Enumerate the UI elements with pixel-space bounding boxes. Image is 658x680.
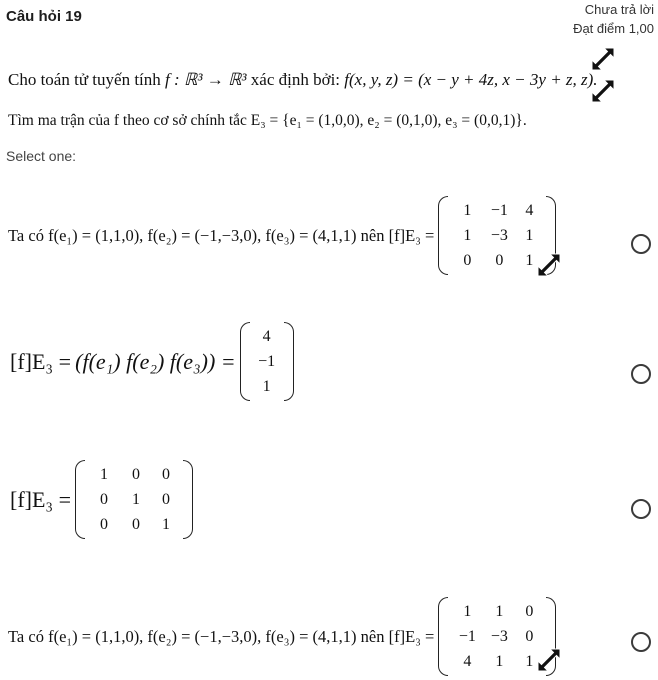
option-4[interactable] [8, 597, 556, 676]
option-3-radio[interactable] [631, 499, 651, 519]
resize-diagonal-cursor-icon [590, 46, 616, 72]
matrix-grid [250, 322, 284, 401]
matrix-cell: 1 [262, 377, 271, 395]
matrix-cell: 1 [495, 652, 504, 670]
question-status [573, 0, 654, 38]
matrix-cell: 0 [525, 602, 534, 620]
matrix-cell: 1 [525, 226, 534, 244]
matrix-cell: 1 [162, 515, 170, 533]
matrix-cell: 0 [132, 515, 140, 533]
question-statement [8, 70, 598, 90]
matrix-cell: 4 [463, 652, 472, 670]
option-1-prefix: Ta có [8, 225, 44, 245]
matrix-cell: 0 [525, 627, 534, 645]
matrix-cell: 0 [495, 251, 504, 269]
option-1-conclusion: nên [f]E₃ = [360, 225, 435, 245]
matrix-grid [85, 460, 183, 539]
matrix-cell: 0 [162, 490, 170, 508]
statement-defined-by: xác định bởi: [250, 70, 341, 89]
select-one-label: Select one: [6, 148, 77, 164]
option-2-lhs: [f]E₃ = [10, 348, 71, 374]
question-title: Câu hỏi 19 [6, 8, 82, 25]
resize-diagonal-cursor-icon [536, 252, 562, 278]
matrix-cell: 1 [525, 251, 534, 269]
matrix-cell: 4 [262, 327, 271, 345]
matrix-cell: 1 [463, 201, 472, 219]
matrix-cell: −1 [258, 352, 276, 370]
score-label: Đạt điểm 1,00 [573, 21, 654, 36]
option-4-conclusion: nên [f]E₃ = [360, 626, 435, 646]
matrix-cell: 0 [162, 465, 170, 483]
option-1-images: f(e₁) = (1,1,0), f(e₂) = (−1,−3,0), f(e₃) = (4,1,1) [48, 225, 357, 245]
matrix-cell: −3 [490, 627, 508, 645]
matrix-grid [448, 597, 546, 676]
option-1-radio[interactable] [631, 234, 651, 254]
option-2-expr: (f(e₁) f(e₂) f(e₃)) = [75, 348, 236, 374]
option-2-radio[interactable] [631, 364, 651, 384]
matrix-cell: 0 [463, 251, 472, 269]
option-1[interactable] [8, 196, 556, 275]
statement-lead: Cho toán tử tuyến tính [8, 70, 161, 89]
matrix-grid [448, 196, 546, 275]
matrix-cell: 1 [463, 602, 472, 620]
matrix-cell: 0 [100, 515, 108, 533]
matrix-cell: −1 [490, 201, 508, 219]
matrix-cell: 4 [525, 201, 534, 219]
matrix-cell: 0 [100, 490, 108, 508]
option-2[interactable] [10, 322, 294, 401]
option-3-matrix [75, 460, 193, 539]
matrix-cell: 1 [525, 652, 534, 670]
matrix-cell: 1 [100, 465, 108, 483]
statement-formula: f(x, y, z) = (x − y + 4z, x − 3y + z, z). [344, 70, 598, 89]
statement-map: f : ℝ³ → ℝ³ [165, 70, 247, 89]
matrix-cell: 1 [132, 490, 140, 508]
option-3-lhs: [f]E₃ = [10, 486, 71, 512]
answer-status: Chưa trả lời [584, 2, 654, 17]
matrix-cell: −3 [490, 226, 508, 244]
resize-diagonal-cursor-icon [590, 78, 616, 104]
question-task: Tìm ma trận của f theo cơ sở chính tắc E₃ = {e₁ = (1,0,0), e₂ = (0,1,0), e₃ = (0,0,1)}. [8, 112, 527, 129]
option-4-prefix: Ta có [8, 626, 44, 646]
option-4-radio[interactable] [631, 632, 651, 652]
matrix-cell: 1 [463, 226, 472, 244]
matrix-cell: 0 [132, 465, 140, 483]
option-3[interactable] [10, 460, 193, 539]
option-2-matrix [240, 322, 294, 401]
option-4-images: f(e₁) = (1,1,0), f(e₂) = (−1,−3,0), f(e₃) = (4,1,1) [48, 626, 357, 646]
resize-diagonal-cursor-icon [536, 647, 562, 673]
matrix-cell: −1 [458, 627, 476, 645]
matrix-cell: 1 [495, 602, 504, 620]
